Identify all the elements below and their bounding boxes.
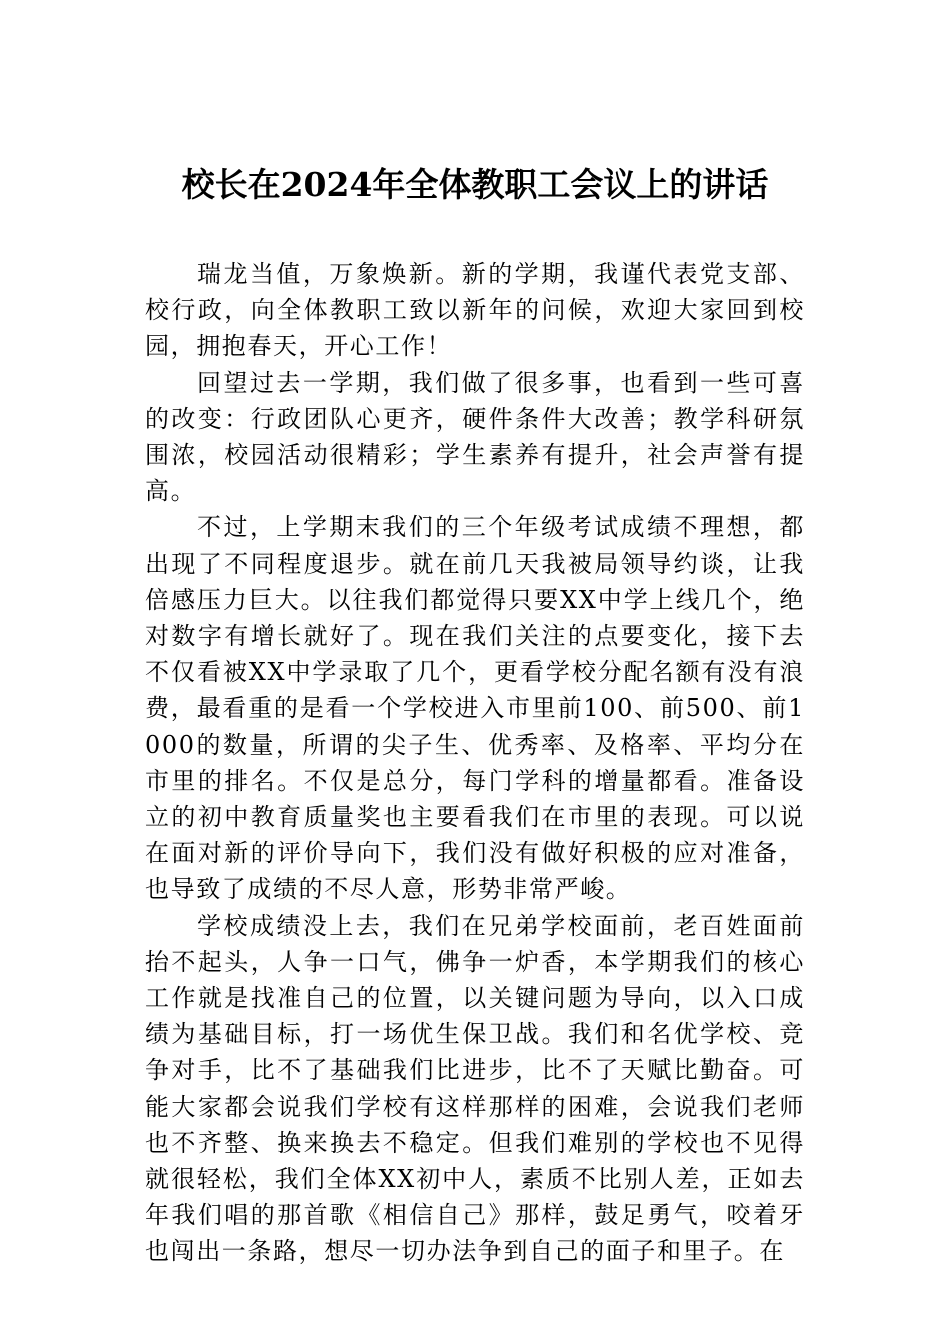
document-body: [145, 256, 805, 1270]
paragraph-4: 学校成绩没上去，我们在兄弟学校面前，老百姓面前抬不起头，人争一口气，佛争一炉香，本学期我们的核心工作就是找准自己的位置，以关键问题为导向，以入口成绩为基础目标，打一场优生保卫战。我们和名优学校、竞争对手，比不了基础我们比进步，比不了天赋比勤奋。可能大家都会说我们学校有这样那样的困难，会说我们老师也不齐整、换来换去不稳定。但我们难别的学校也不见得就很轻松，我们全体XX初中人，素质不比别人差，正如去年我们唱的那首歌《相信自己》那样，鼓足勇气，咬着牙也闯出一条路，想尽一切办法争到自己的面子和里子。在: [145, 911, 805, 1266]
paragraph-1: 瑞龙当值，万象焕新。新的学期，我谨代表党支部、校行政，向全体教职工致以新年的问候，欢迎大家回到校园，拥抱春天，开心工作！: [145, 260, 805, 361]
paragraph-3: 不过，上学期末我们的三个年级考试成绩不理想，都出现了不同程度退步。就在前几天我被局领导约谈，让我倍感压力巨大。以往我们都觉得只要XX中学上线几个，绝对数字有增长就好了。现在我们关注的点要变化，接下去不仅看被XX中学录取了几个，更看学校分配名额有没有浪费，最看重的是看一个学校进入市里前100、前500、前1000的数量，所谓的尖子生、优秀率、及格率、平均分在市里的排名。不仅是总分，每门学科的增量都看。准备设立的初中教育质量奖也主要看我们在市里的表现。可以说在面对新的评价导向下，我们没有做好积极的应对准备，也导致了成绩的不尽人意，形势非常严峻。: [145, 513, 805, 904]
paragraph-2: 回望过去一学期，我们做了很多事，也看到一些可喜的改变：行政团队心更齐，硬件条件大改善；教学科研氛围浓，校园活动很精彩；学生素养有提升，社会声誉有提高。: [145, 368, 805, 506]
document-title: 校长在2024年全体教职工会议上的讲话: [181, 165, 769, 204]
